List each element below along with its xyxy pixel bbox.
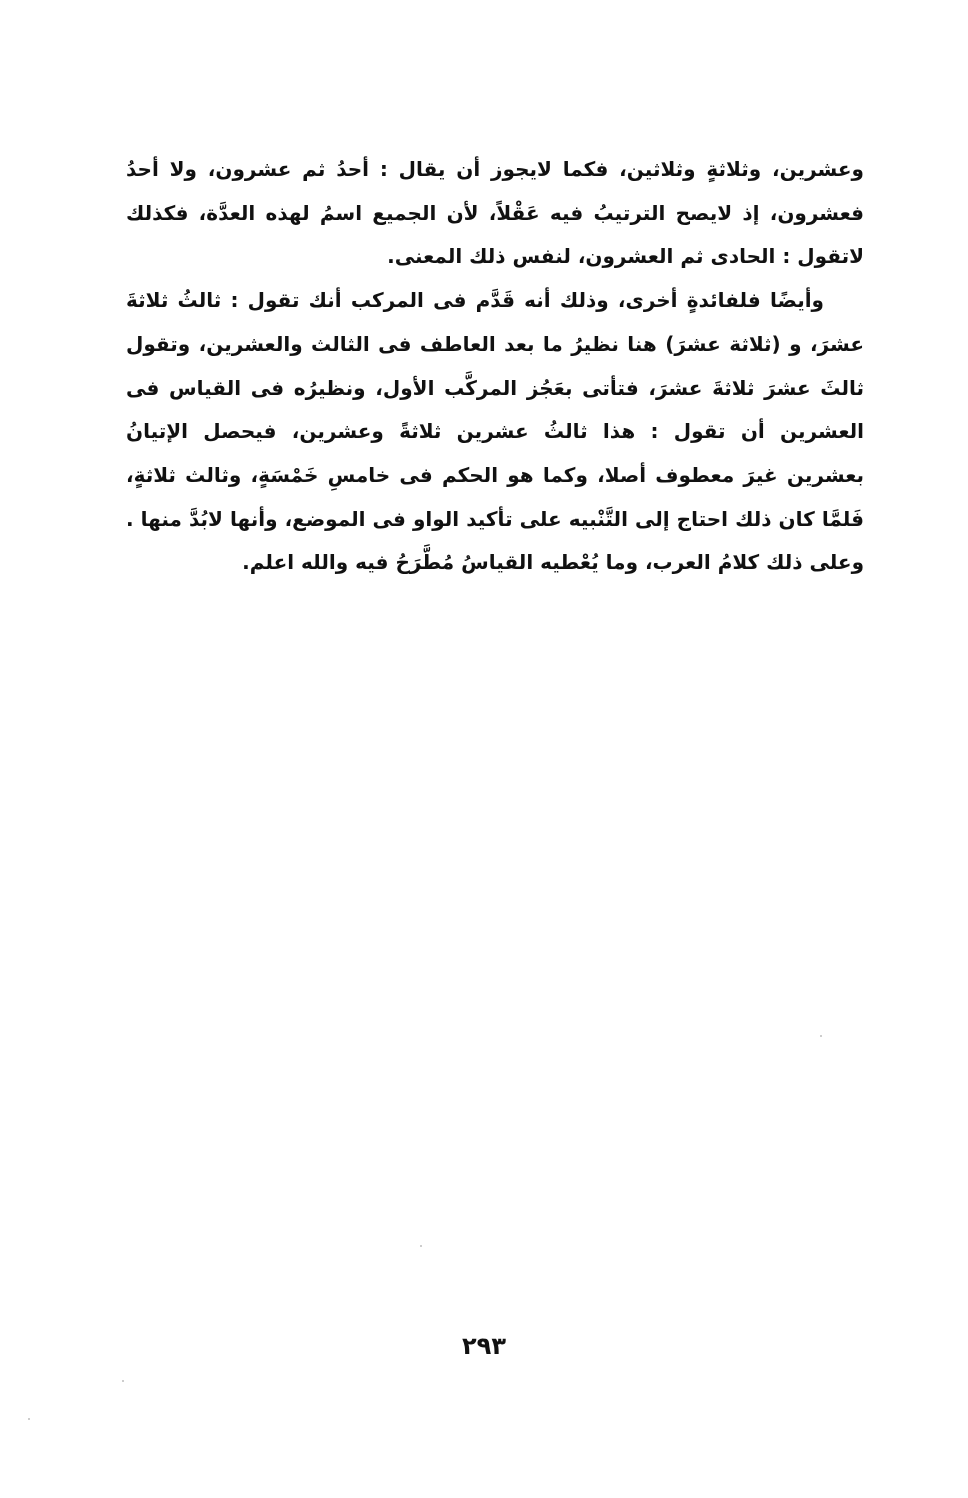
- paragraph-2: وأيضًا فلفائدةٍ أخرى، وذلك أنه قَدَّم فى المركب أنك تقول : ثالثُ ثلاثةَ عشرَ، و (ثلاثة عشرَ) هنا نظيرُ ما بعد العاطف فى الثالث والعشرين، وتقول ثالثَ عشرَ ثلاثةَ عشرَ، فتأتى بعَجُز المركَّب الأول، ونظيرُه فى القياس فى العشرين أن تقول : هذا ثالثُ عشرين ثلاثةً وعشرين، فيحصل الإتيانُ بعشرين غيرَ معطوف أصلا، وكما هو الحكم فى خامسِ خَمْسَةٍ، وثالث ثلاثةٍ، فَلمَّا كان ذلك احتاج إلى التَّنْبيه على تأكيد الواو فى الموضع، وأنها لابُدَّ منها . وعلى ذلك كلامُ العرب، وما يُعْطيه القياسُ مُطَّرَحُ فيه والله اعلم.: [126, 288, 864, 575]
- scan-speck: [420, 1245, 422, 1247]
- body-text: [126, 148, 864, 585]
- page-number: ٢٩٣: [462, 1332, 506, 1360]
- paragraph-1: وعشرين، وثلاثةٍ وثلاثين، فكما لايجوز أن يقال : أحدُ ثم عشرون، ولا أحدُ فعشرون، إذ لايصح الترتيبُ فيه عَقْلاً، لأن الجميع اسمُ لهذه العدَّة، فكذلك لاتقول : الحادى ثم العشرون، لنفس ذلك المعنى.: [126, 157, 864, 269]
- scan-speck: [122, 1380, 124, 1382]
- scan-speck: [28, 1418, 30, 1420]
- scan-speck: [820, 1035, 822, 1037]
